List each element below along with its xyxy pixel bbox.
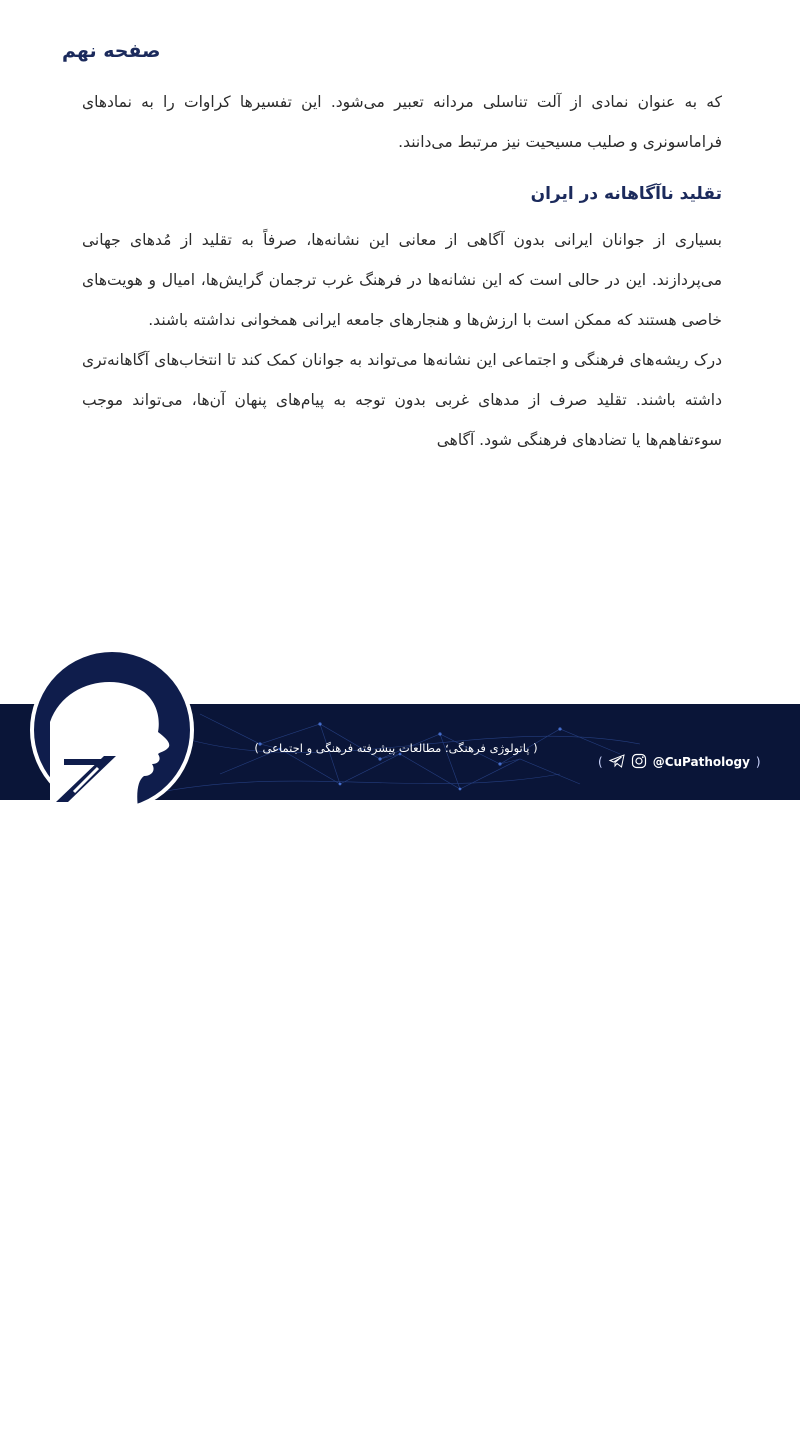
intro-paragraph: که به عنوان نمادی از آلت تناسلی مردانه تعبیر می‌شود. این تفسیرها کراوات را به نمادهای فراماسونری و صلیب مسیحیت نیز مرتبط می‌دانند. — [82, 93, 722, 151]
section-heading: تقلید ناآگاهانه در ایران — [530, 184, 722, 204]
paren-open: ( — [598, 755, 603, 769]
brand-title: پاتــــولوژی فرهنگی — [606, 1431, 746, 1447]
brand-handle[interactable]: @CuPathology — [652, 755, 750, 769]
instagram-icon[interactable] — [631, 753, 647, 772]
body-paragraph-1: بسیاری از جوانان ایرانی بدون آگاهی از معانی این نشانه‌ها، صرفاً به تقلید از مُدهای جهانی می‌پردازند. این در حالی است که این نشانه‌ها در فرهنگ غرب ترجمان گرایش‌ها، امیال و هویت‌های خاصی هستند که ممکن است با ارزش‌ها و هنجارهای جامعه ایرانی همخوانی نداشته باشند. — [82, 231, 722, 329]
brand-logo — [30, 648, 194, 812]
article-body — [82, 82, 722, 460]
page-label: صفحه نهم — [62, 40, 161, 62]
brand-social-row — [598, 752, 761, 772]
footer-caption: ( پاتولوژی فرهنگی؛ مطالعات پیشرفته فرهنگی و اجتماعی ) — [254, 741, 538, 755]
telegram-icon[interactable] — [609, 754, 625, 771]
paren-close: ) — [755, 755, 761, 769]
profile-silhouette-icon — [34, 652, 190, 808]
body-paragraph-2: درک ریشه‌های فرهنگی و اجتماعی این نشانه‌ها می‌تواند به جوانان کمک کند تا انتخاب‌های آگاهانه‌تری داشته باشند. تقلید صرف از مدهای غربی بدون توجه به پیام‌های پنهان آن‌ها، می‌تواند موجب سوءتفاهم‌ها یا تضادهای فرهنگی شود. آگاهی — [82, 351, 722, 449]
